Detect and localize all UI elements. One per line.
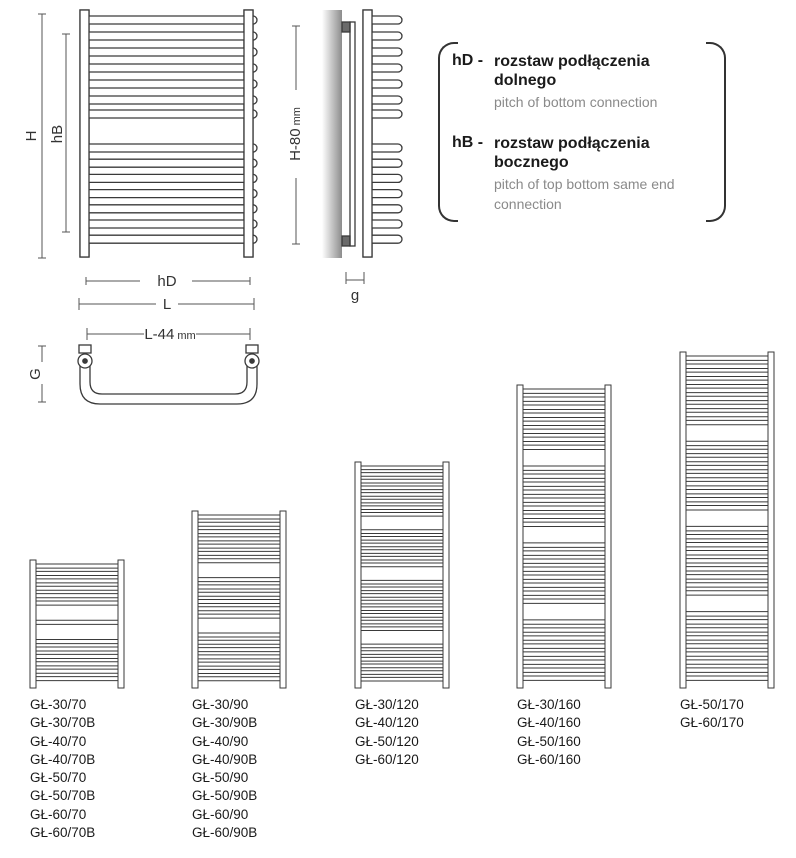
variant-bar (357, 607, 447, 611)
front-bar (84, 220, 257, 228)
variant-bar (682, 567, 772, 571)
variant-bar (519, 660, 609, 664)
variant-bar (357, 614, 447, 618)
label-l44: L-44 mm (144, 326, 196, 343)
variant-bar (357, 506, 447, 510)
variant-bar (519, 482, 609, 486)
variant-bar (32, 594, 122, 598)
variant-bar (357, 651, 447, 655)
variant-bar (519, 514, 609, 518)
variant-bar (682, 457, 772, 461)
variant-bar (194, 648, 284, 652)
front-bar (84, 16, 257, 24)
variant-bar (682, 620, 772, 624)
front-bar (84, 48, 257, 56)
variant-bar (357, 536, 447, 540)
variant-bar (194, 515, 284, 519)
model-item: GŁ-60/70B (30, 825, 96, 841)
model-item: GŁ-40/90B (192, 751, 258, 767)
front-bar (84, 64, 257, 72)
variant-bar (357, 499, 447, 503)
variant-bar (682, 534, 772, 538)
variant-radiator (192, 511, 286, 688)
front-bar (84, 96, 257, 104)
variant-bar (682, 497, 772, 501)
variant-bar (32, 579, 122, 583)
variant-bar (519, 575, 609, 579)
dimension-g (346, 272, 364, 284)
variant-bar (682, 551, 772, 555)
label-h: H (23, 130, 40, 142)
variant-bar (194, 522, 284, 526)
variant-bar (682, 404, 772, 408)
variant-bar (194, 559, 284, 563)
variant-bar (519, 498, 609, 502)
variant-bar (357, 563, 447, 567)
variant-bar (519, 429, 609, 433)
variant-bar (194, 585, 284, 589)
model-item: GŁ-40/70 (30, 733, 87, 749)
model-item: GŁ-50/90B (192, 788, 258, 804)
model-item: GŁ-60/120 (355, 751, 419, 767)
variant-radiator (30, 560, 124, 688)
variant-bar (682, 591, 772, 595)
model-item: GŁ-50/90 (192, 770, 249, 786)
variant-bar (32, 654, 122, 658)
model-item: GŁ-50/70B (30, 788, 96, 804)
variant-bar (32, 571, 122, 575)
variant-bar (682, 526, 772, 530)
model-list-160 (517, 696, 581, 769)
variant-bar (682, 644, 772, 648)
variant-bar (194, 578, 284, 582)
variant-bar (32, 620, 122, 624)
variant-bar (194, 640, 284, 644)
variant-bar (519, 397, 609, 401)
legend-entry-hb (452, 134, 712, 214)
model-list-170 (680, 696, 744, 733)
side-view-radiator (322, 10, 402, 258)
variant-bar (194, 600, 284, 604)
variant-bar (32, 647, 122, 651)
variant-bar (682, 660, 772, 664)
variant-bar (682, 489, 772, 493)
variant-bar (194, 551, 284, 555)
variant-bar (194, 537, 284, 541)
variant-bar (682, 396, 772, 400)
variant-bar (519, 591, 609, 595)
variant-bar (357, 486, 447, 490)
variant-bar (357, 664, 447, 668)
front-bar (84, 174, 257, 182)
variant-bar (519, 389, 609, 393)
variant-bar (519, 413, 609, 417)
variant-bar (357, 493, 447, 497)
legend-polish-hd: rozstaw podłączenia dolnego (494, 53, 650, 89)
model-item: GŁ-30/70B (30, 715, 96, 731)
variant-bar (519, 445, 609, 449)
variant-bar (682, 559, 772, 563)
variant-bar (682, 441, 772, 445)
model-item: GŁ-50/120 (355, 733, 419, 749)
variant-bar (682, 449, 772, 453)
variant-bar (519, 490, 609, 494)
legend-code-hb: hB - (452, 134, 484, 151)
variant-bar (682, 583, 772, 587)
model-list-120 (355, 696, 419, 769)
front-bar (84, 159, 257, 167)
variant-bar (519, 636, 609, 640)
variant-bar (682, 420, 772, 424)
variant-bar (357, 620, 447, 624)
front-bar (84, 190, 257, 198)
variant-bar (519, 506, 609, 510)
model-item: GŁ-30/160 (517, 697, 581, 712)
model-item: GŁ-30/90 (192, 697, 249, 712)
variant-bar (519, 644, 609, 648)
variant-bar (682, 356, 772, 360)
label-h80: H-80mm (287, 107, 304, 161)
variant-bar (194, 614, 284, 618)
variant-bar (32, 640, 122, 644)
front-bar (84, 32, 257, 40)
size-variants (30, 352, 774, 688)
front-bar (84, 205, 257, 213)
model-item: GŁ-60/70 (30, 806, 87, 822)
variant-bar (194, 633, 284, 637)
variant-bar (357, 466, 447, 470)
legend-english-hb: pitch of top bottom same end connection (494, 176, 675, 212)
variant-bar (519, 405, 609, 409)
label-hb: hB (49, 124, 66, 144)
variant-bar (32, 586, 122, 590)
variant-bar (682, 372, 772, 376)
variant-bar (357, 556, 447, 560)
front-view-radiator (80, 10, 257, 257)
variant-bar (519, 567, 609, 571)
top-view-radiator (78, 345, 259, 404)
variant-radiator (355, 462, 449, 688)
legend-code-hd: hD - (452, 52, 484, 69)
model-item: GŁ-50/170 (680, 697, 744, 712)
model-item: GŁ-40/70B (30, 751, 96, 767)
variant-bar (682, 481, 772, 485)
model-item: GŁ-30/90B (192, 715, 258, 731)
variant-bar (194, 662, 284, 666)
variant-bar (32, 601, 122, 605)
label-hd: hD (157, 273, 177, 290)
variant-bar (32, 669, 122, 673)
variant-bar (519, 421, 609, 425)
variant-bar (519, 620, 609, 624)
variant-bar (682, 575, 772, 579)
variant-bar (519, 583, 609, 587)
variant-bar (519, 599, 609, 603)
model-list-70 (30, 696, 95, 842)
variant-bar (519, 668, 609, 672)
variant-bar (682, 543, 772, 547)
model-item: GŁ-60/90B (192, 825, 258, 841)
legend-english-hd: pitch of bottom connection (494, 94, 658, 110)
variant-bar (682, 668, 772, 672)
model-item: GŁ-50/70 (30, 770, 87, 786)
variant-bar (519, 551, 609, 555)
variant-bar (519, 676, 609, 680)
variant-bar (519, 628, 609, 632)
variant-bar (682, 676, 772, 680)
variant-radiator (517, 385, 611, 688)
variant-bar (682, 636, 772, 640)
variant-bar (682, 364, 772, 368)
variant-bar (682, 412, 772, 416)
front-bar (84, 144, 257, 152)
model-item: GŁ-60/160 (517, 751, 581, 767)
model-item: GŁ-50/160 (517, 733, 581, 749)
variant-bar (194, 530, 284, 534)
variant-bar (194, 677, 284, 681)
variant-bar (357, 627, 447, 631)
variant-bar (682, 506, 772, 510)
variant-bar (519, 466, 609, 470)
variant-bar (194, 669, 284, 673)
variant-bar (357, 671, 447, 675)
variant-radiator (680, 352, 774, 688)
variant-bar (194, 607, 284, 611)
variant-bar (194, 544, 284, 548)
variant-bar (357, 600, 447, 604)
model-list-90 (192, 696, 257, 842)
model-item: GŁ-40/160 (517, 715, 581, 731)
variant-bar (682, 465, 772, 469)
variant-bar (682, 652, 772, 656)
variant-bar (682, 473, 772, 477)
label-g-top: G (27, 368, 44, 380)
variant-bar (682, 380, 772, 384)
legend-polish-hb: rozstaw podłączenia bocznego (494, 135, 650, 171)
variant-bar (357, 530, 447, 534)
variant-bar (519, 437, 609, 441)
label-l: L (162, 296, 172, 313)
variant-bar (194, 655, 284, 659)
variant-bar (357, 479, 447, 483)
variant-bar (357, 473, 447, 477)
variant-bar (357, 644, 447, 648)
front-bar (84, 110, 257, 118)
legend-box (438, 42, 726, 220)
variant-bar (519, 543, 609, 547)
variant-bar (519, 474, 609, 478)
model-item: GŁ-30/70 (30, 697, 87, 712)
model-item: GŁ-30/120 (355, 697, 419, 712)
variant-bar (519, 522, 609, 526)
variant-bar (32, 564, 122, 568)
variant-bar (682, 628, 772, 632)
variant-bar (357, 543, 447, 547)
legend-entry-hd (452, 52, 712, 112)
variant-bar (682, 612, 772, 616)
label-g: g (350, 287, 360, 304)
variant-bar (357, 580, 447, 584)
variant-bar (357, 587, 447, 591)
front-bar (84, 80, 257, 88)
model-item: GŁ-60/170 (680, 715, 744, 731)
model-item: GŁ-40/90 (192, 733, 249, 749)
variant-bar (357, 513, 447, 517)
variant-bar (32, 677, 122, 681)
variant-bar (682, 388, 772, 392)
variant-bar (519, 559, 609, 563)
model-item: GŁ-60/90 (192, 806, 249, 822)
variant-bar (357, 657, 447, 661)
variant-bar (32, 662, 122, 666)
front-bar (84, 235, 257, 243)
variant-bar (357, 677, 447, 681)
variant-bar (357, 594, 447, 598)
variant-bar (357, 550, 447, 554)
model-item: GŁ-40/120 (355, 715, 419, 731)
variant-bar (194, 592, 284, 596)
variant-bar (519, 652, 609, 656)
